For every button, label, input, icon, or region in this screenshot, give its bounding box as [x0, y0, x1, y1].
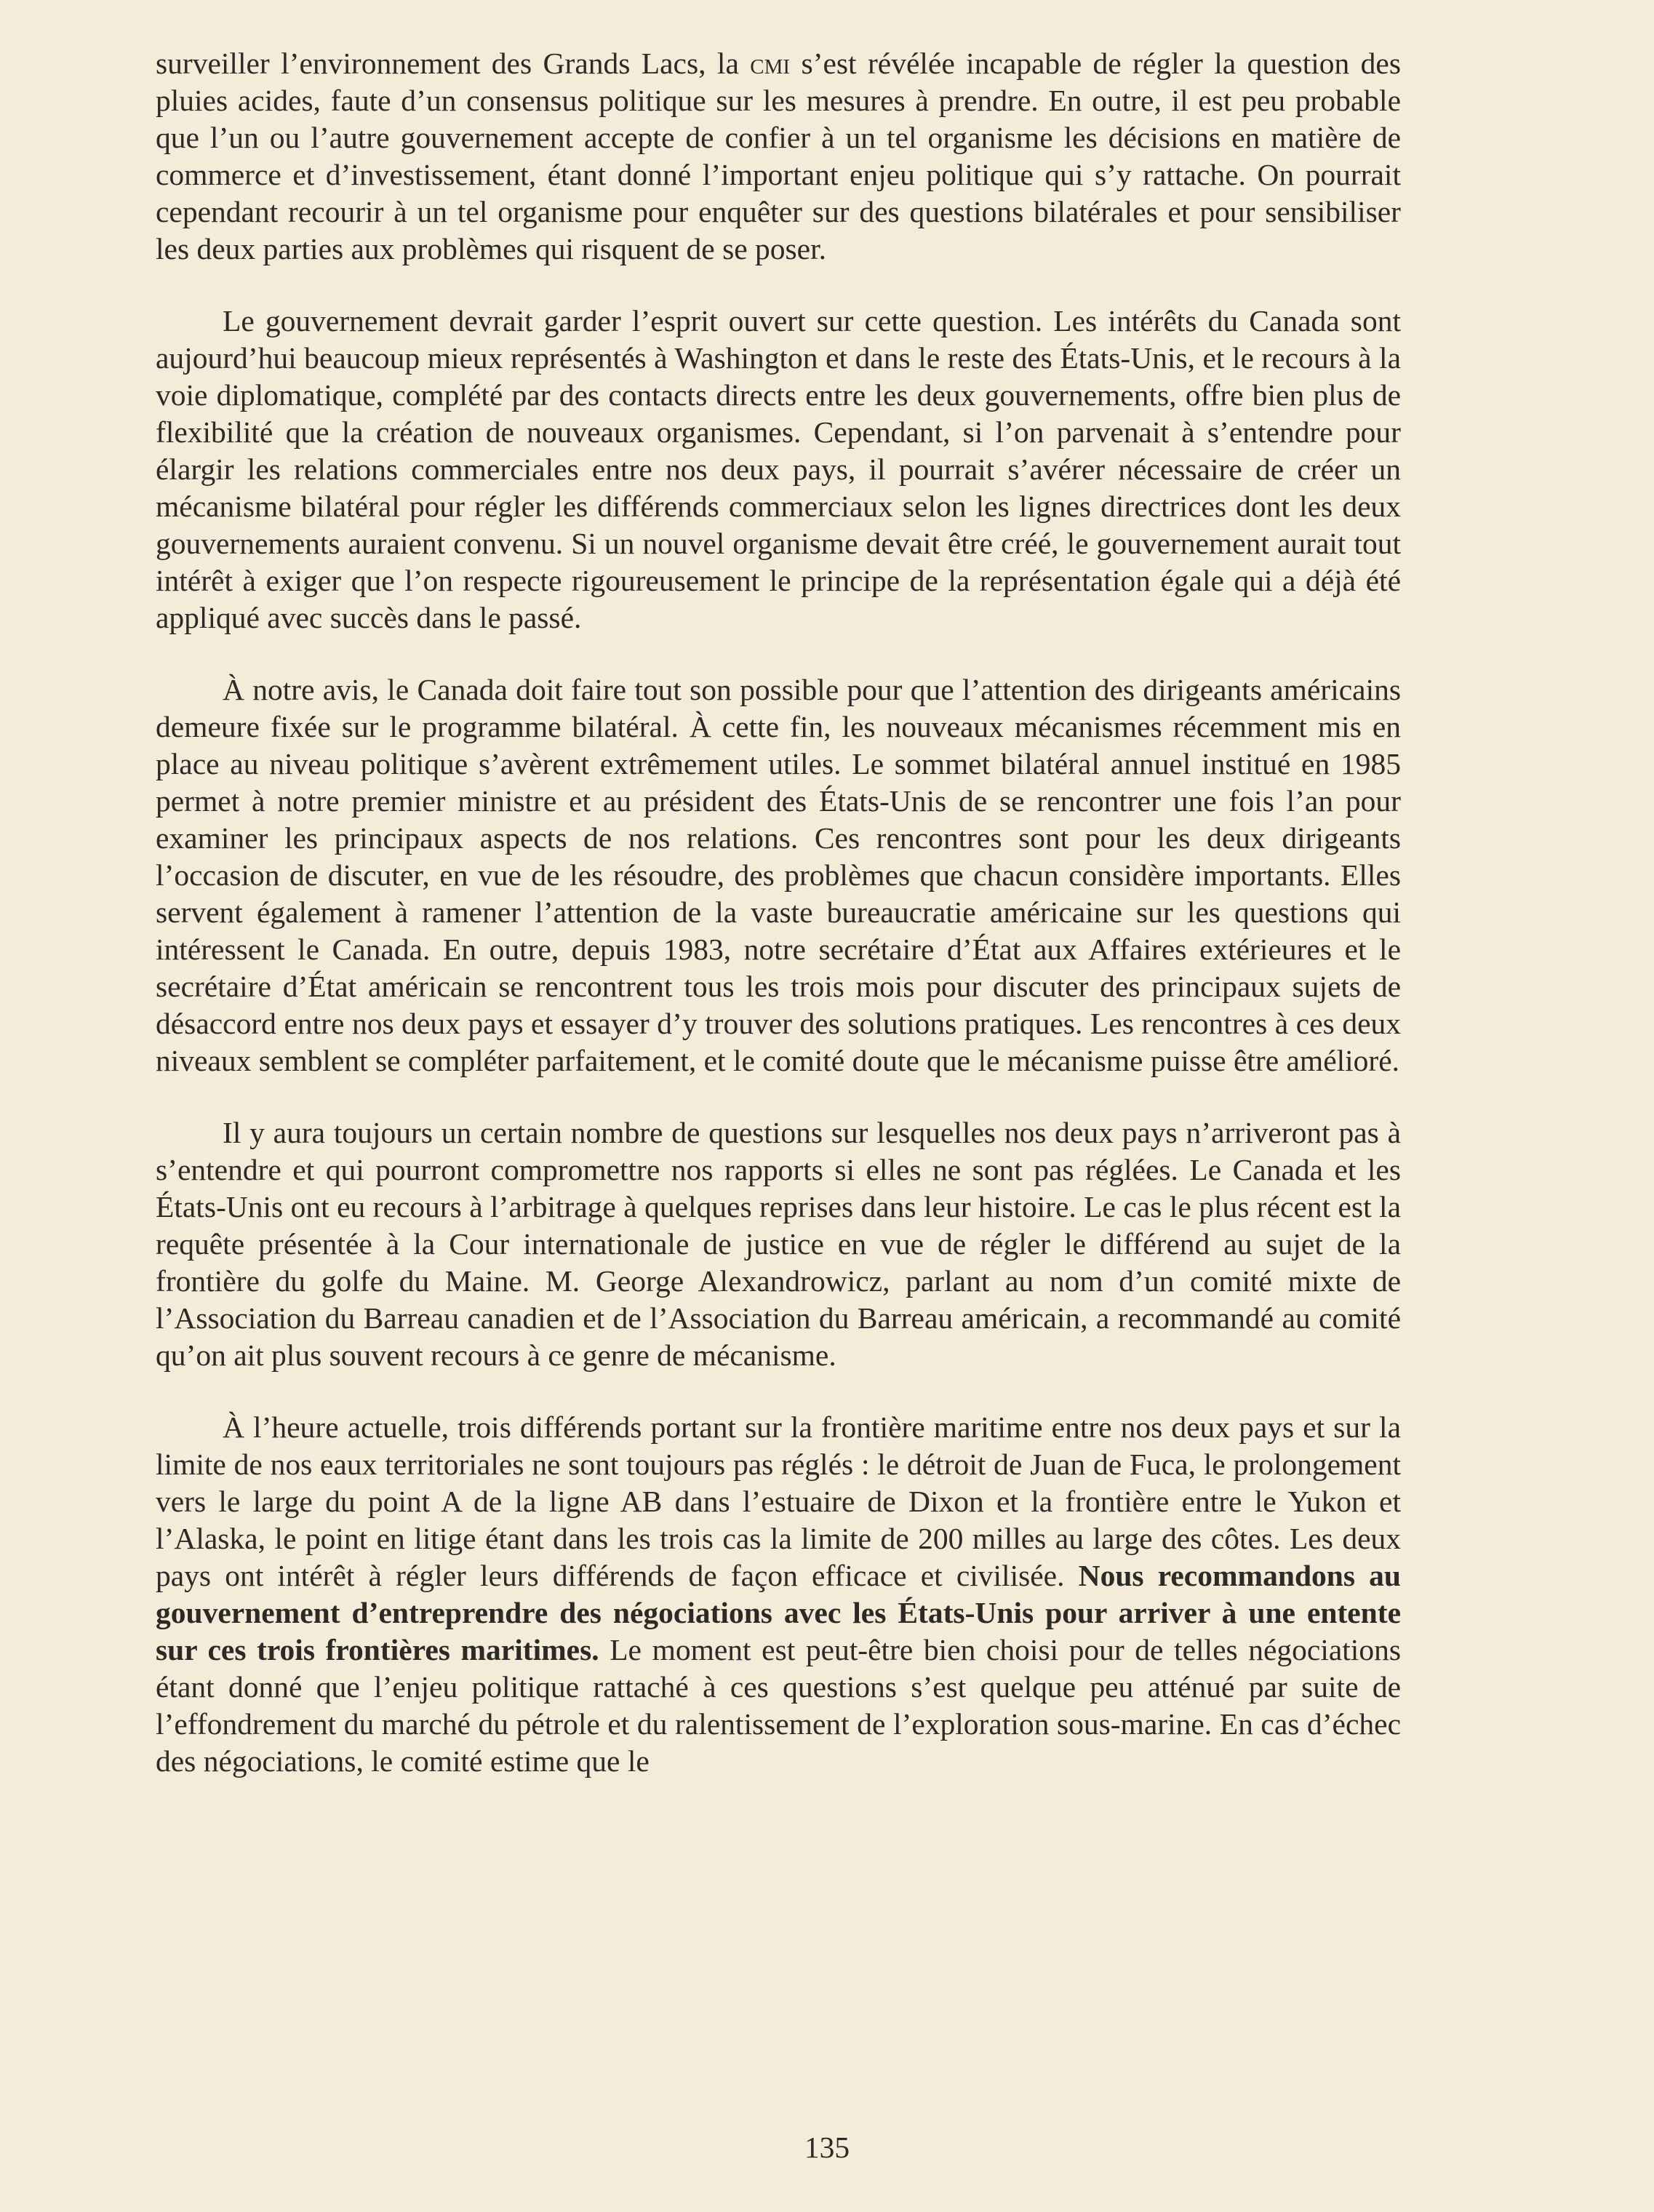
acronym-cmi: cmi	[750, 47, 791, 80]
paragraph-3	[156, 671, 1401, 1079]
paragraph-1	[156, 45, 1401, 268]
paragraph-4	[156, 1114, 1401, 1374]
text-run: Il y aura toujours un certain nombre de questions sur lesquelles nos deux pays n’arriveront pas à s’entendre et qui pourront compromettre nos rapports si elles ne sont pas réglées. Le Canada et les États-Unis ont eu recours à l’arbitrage à quelques reprises dans leur histoire. Le cas le plus récent est la requête présentée à la Cour internationale de justice en vue de régler le différend au sujet de la frontière du golfe du Maine. M. George Alexandrowicz, parlant au nom d’un comité mixte de l’Association du Barreau canadien et de l’Association du Barreau américain, a recommandé au comité qu’on ait plus souvent recours à ce genre de mécanisme.	[156, 1116, 1401, 1372]
text-run: s’est révélée incapable de régler la question des pluies acides, faute d’un consensus politique sur les mesures à prendre. En outre, il est peu probable que l’un ou l’autre gouvernement accepte de confier à un tel organisme les décisions en matière de commerce et d’investissement, étant donné l’important enjeu politique qui s’y rattache. On pourrait cependant recourir à un tel organisme pour enquêter sur des questions bilatérales et pour sensibiliser les deux parties aux problèmes qui risquent de se poser.	[156, 47, 1401, 265]
body-text	[156, 45, 1401, 1815]
page-number: 135	[804, 2131, 850, 2164]
recommendation-bold: Nous recommandons au gouvernement d’entreprendre des négociations avec les États-Unis pour arriver à une entente sur ces trois frontières maritimes.	[156, 1559, 1401, 1666]
text-run: surveiller l’environnement des Grands Lacs, la	[156, 47, 751, 80]
paragraph-2	[156, 303, 1401, 636]
text-run: Le moment est peut-être bien choisi pour de telles négociations étant donné que l’enjeu politique rattaché à ces questions s’est quelque peu atténué par suite de l’effondrement du marché du pétrole et du ralentissement de l’exploration sous-marine. En cas d’échec des négociations, le comité estime que le	[156, 1633, 1401, 1778]
text-run: À notre avis, le Canada doit faire tout son possible pour que l’attention des dirigeants américains demeure fixée sur le programme bilatéral. À cette fin, les nouveaux mécanismes récemment mis en place au niveau politique s’avèrent extrêmement utiles. Le sommet bilatéral annuel institué en 1985 permet à notre premier ministre et au président des États-Unis de se rencontrer une fois l’an pour examiner les principaux aspects de nos relations. Ces rencontres sont pour les deux dirigeants l’occasion de discuter, en vue de les résoudre, des problèmes que chacun considère importants. Elles servent également à ramener l’attention de la vaste bureaucratie américaine sur les questions qui intéressent le Canada. En outre, depuis 1983, notre secrétaire d’État aux Affaires extérieures et le secrétaire d’État américain se rencontrent tous les trois mois pour discuter des principaux sujets de désaccord entre nos deux pays et essayer d’y trouver des solutions pratiques. Les rencontres à ces deux niveaux semblent se compléter parfaitement, et le comité doute que le mécanisme puisse être amélioré.	[156, 673, 1401, 1077]
text-run: À l’heure actuelle, trois différends portant sur la frontière maritime entre nos deux pays et sur la limite de nos eaux territoriales ne sont toujours pas réglés : le détroit de Juan de Fuca, le prolongement vers le large du point A de la ligne AB dans l’estuaire de Dixon et la frontière entre le Yukon et l’Alaska, le point en litige étant dans les trois cas la limite de 200 milles au large des côtes. Les deux pays ont intérêt à régler leurs différends de façon efficace et civilisée.	[156, 1410, 1401, 1592]
text-run: Le gouvernement devrait garder l’esprit ouvert sur cette question. Les intérêts du Canada sont aujourd’hui beaucoup mieux représentés à Washington et dans le reste des États-Unis, et le recours à la voie diplomatique, complété par des contacts directs entre les deux gouvernements, offre bien plus de flexibilité que la création de nouveaux organismes. Cependant, si l’on parvenait à s’entendre pour élargir les relations commerciales entre nos deux pays, il pourrait s’avérer nécessaire de créer un mécanisme bilatéral pour régler les différends commerciaux selon les lignes directrices dont les deux gouvernements auraient convenu. Si un nouvel organisme devait être créé, le gouvernement aurait tout intérêt à exiger que l’on respecte rigoureusement le principe de la représentation égale qui a déjà été appliqué avec succès dans le passé.	[156, 304, 1401, 634]
paragraph-5	[156, 1409, 1401, 1780]
